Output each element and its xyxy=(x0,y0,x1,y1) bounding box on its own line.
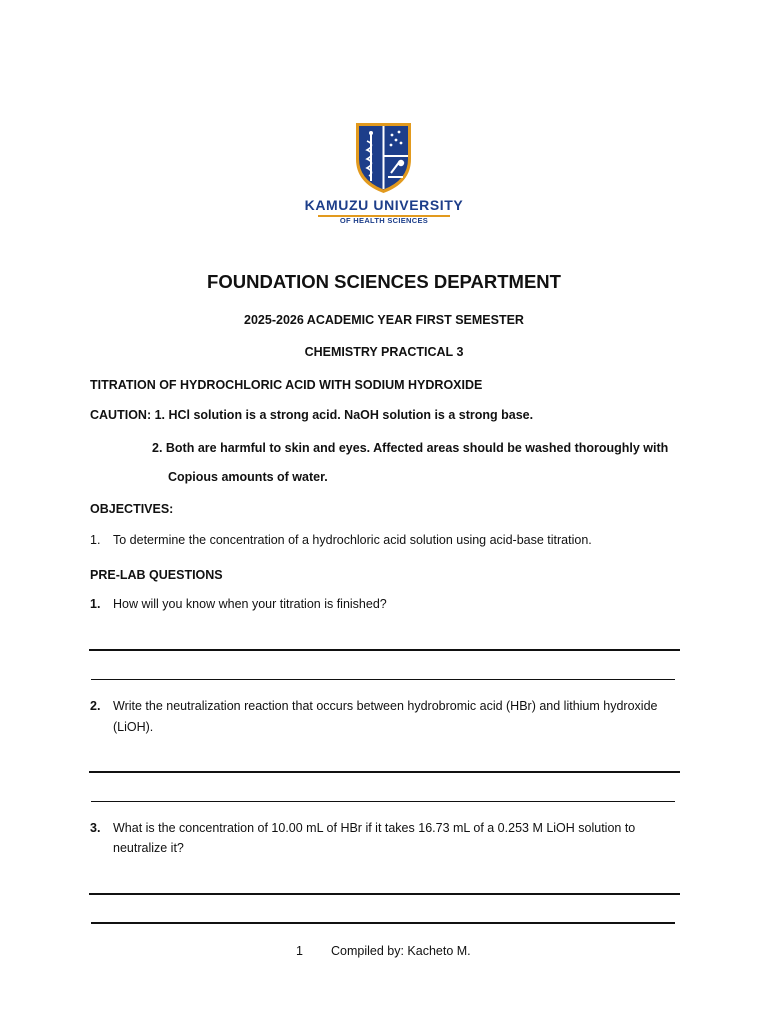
question-number: 2. xyxy=(90,699,101,713)
prelab-heading: PRE-LAB QUESTIONS xyxy=(90,568,223,582)
question-text-continued: neutralize it? xyxy=(113,841,184,855)
objectives-heading: OBJECTIVES: xyxy=(90,502,174,516)
objective-number: 1. xyxy=(90,533,101,547)
objective-text: To determine the concentration of a hydrochloric acid solution using acid-base titration. xyxy=(113,533,592,547)
answer-line xyxy=(89,893,680,895)
department-title: FOUNDATION SCIENCES DEPARTMENT xyxy=(207,271,561,292)
question-text: Write the neutralization reaction that occurs between hydrobromic acid (HBr) and lithium hydroxide xyxy=(113,699,658,713)
question-number: 3. xyxy=(90,821,101,835)
question-text: How will you know when your titration is finished? xyxy=(113,597,387,611)
page-number: 1 xyxy=(296,944,303,958)
answer-line xyxy=(91,801,675,802)
caution-line-3: Copious amounts of water. xyxy=(168,470,328,484)
caution-line-2: 2. Both are harmful to skin and eyes. Affected areas should be washed thoroughly with xyxy=(152,441,669,455)
question-text-continued: (LiOH). xyxy=(113,720,154,734)
compiled-by: Compiled by: Kacheto M. xyxy=(331,944,471,958)
practical-title: CHEMISTRY PRACTICAL 3 xyxy=(304,345,464,359)
question-number: 1. xyxy=(90,597,101,611)
university-subtitle: OF HEALTH SCIENCES xyxy=(339,216,429,225)
caution-line-1: CAUTION: 1. HCl solution is a strong acid. NaOH solution is a strong base. xyxy=(90,408,534,422)
question-text: What is the concentration of 10.00 mL of HBr if it takes 16.73 mL of a 0.253 M LiOH solution to xyxy=(113,821,636,835)
answer-line xyxy=(89,771,680,773)
answer-line xyxy=(91,922,675,924)
university-name: KAMUZU UNIVERSITY xyxy=(304,197,464,213)
experiment-title: TITRATION OF HYDROCHLORIC ACID WITH SODIUM HYDROXIDE xyxy=(90,378,483,392)
academic-year: 2025-2026 ACADEMIC YEAR FIRST SEMESTER xyxy=(244,313,524,327)
answer-line xyxy=(91,679,675,680)
answer-line xyxy=(89,649,680,651)
